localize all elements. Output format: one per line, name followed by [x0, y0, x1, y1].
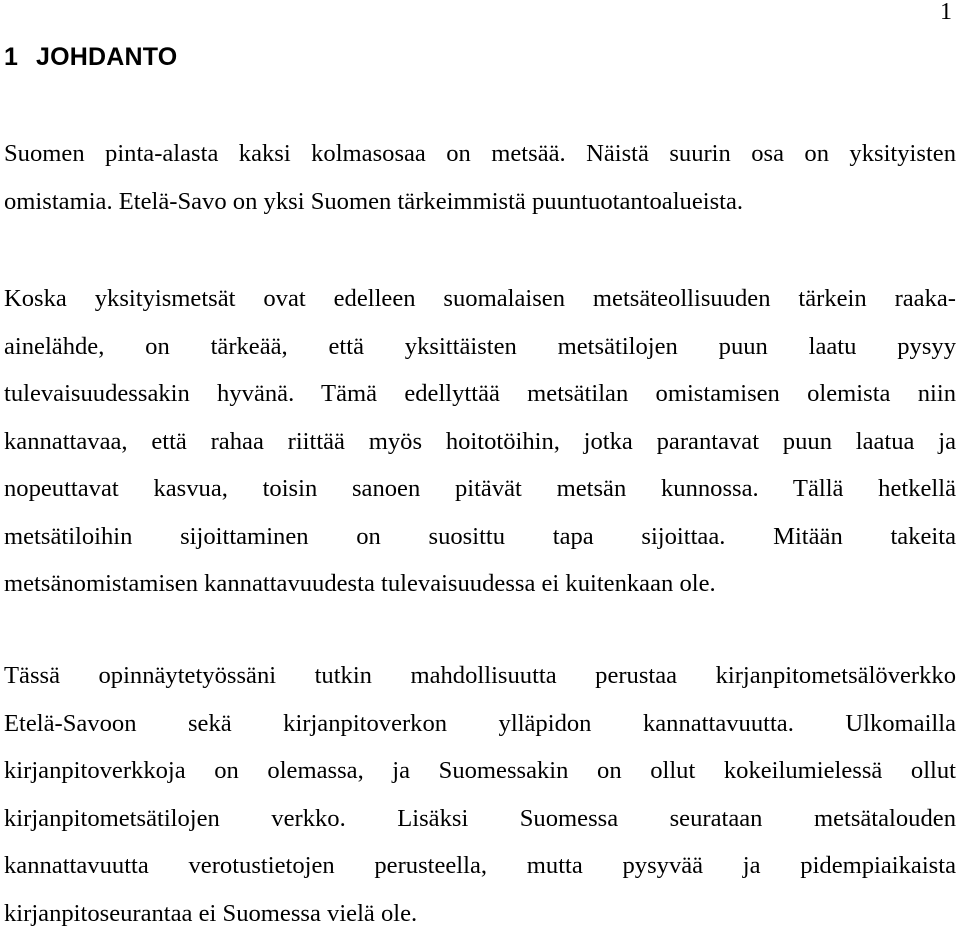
paragraph-line: kannattavaa, että rahaa riittää myös hoitotöihin, jotka parantavat puun laatua ja: [4, 418, 956, 466]
paragraph-line: ainelähde, on tärkeää, että yksittäisten metsätilojen puun laatu pysyy: [4, 323, 956, 371]
paragraph-line: nopeuttavat kasvua, toisin sanoen pitävät metsän kunnossa. Tällä hetkellä: [4, 465, 956, 513]
page-number: 1: [940, 0, 952, 24]
section-title: JOHDANTO: [36, 43, 177, 71]
paragraph-line: metsätiloihin sijoittaminen on suosittu tapa sijoittaa. Mitään takeita: [4, 513, 956, 561]
paragraph-line: kannattavuutta verotustietojen perusteella, mutta pysyvää ja pidempiaikaista: [4, 842, 956, 890]
paragraph-profitability: [4, 275, 956, 608]
paragraph-line: metsänomistamisen kannattavuudesta tulevaisuudessa ei kuitenkaan ole.: [4, 560, 956, 608]
paragraph-line: kirjanpitoseurantaa ei Suomessa vielä ole.: [4, 890, 956, 937]
paragraph-line: omistamia. Etelä-Savo on yksi Suomen tärkeimmistä puuntuotantoalueista.: [4, 178, 956, 226]
section-number: 1: [4, 40, 36, 74]
paragraph-line: kirjanpitometsätilojen verkko. Lisäksi Suomessa seurataan metsätalouden: [4, 795, 956, 843]
section-heading: [4, 40, 177, 74]
paragraph-line: Etelä-Savoon sekä kirjanpitoverkon ylläpidon kannattavuutta. Ulkomailla: [4, 700, 956, 748]
paragraph-line: kirjanpitoverkkoja on olemassa, ja Suomessakin on ollut kokeilumielessä ollut: [4, 747, 956, 795]
paragraph-line: Suomen pinta-alasta kaksi kolmasosaa on metsää. Näistä suurin osa on yksityisten: [4, 130, 956, 178]
paragraph-intro: [4, 130, 956, 225]
paragraph-line: Tässä opinnäytetyössäni tutkin mahdollisuutta perustaa kirjanpitometsälöverkko: [4, 652, 956, 700]
paragraph-line: Koska yksityismetsät ovat edelleen suomalaisen metsäteollisuuden tärkein raaka-: [4, 275, 956, 323]
paragraph-line: tulevaisuudessakin hyvänä. Tämä edellyttää metsätilan omistamisen olemista niin: [4, 370, 956, 418]
paragraph-thesis-goal: [4, 652, 956, 937]
